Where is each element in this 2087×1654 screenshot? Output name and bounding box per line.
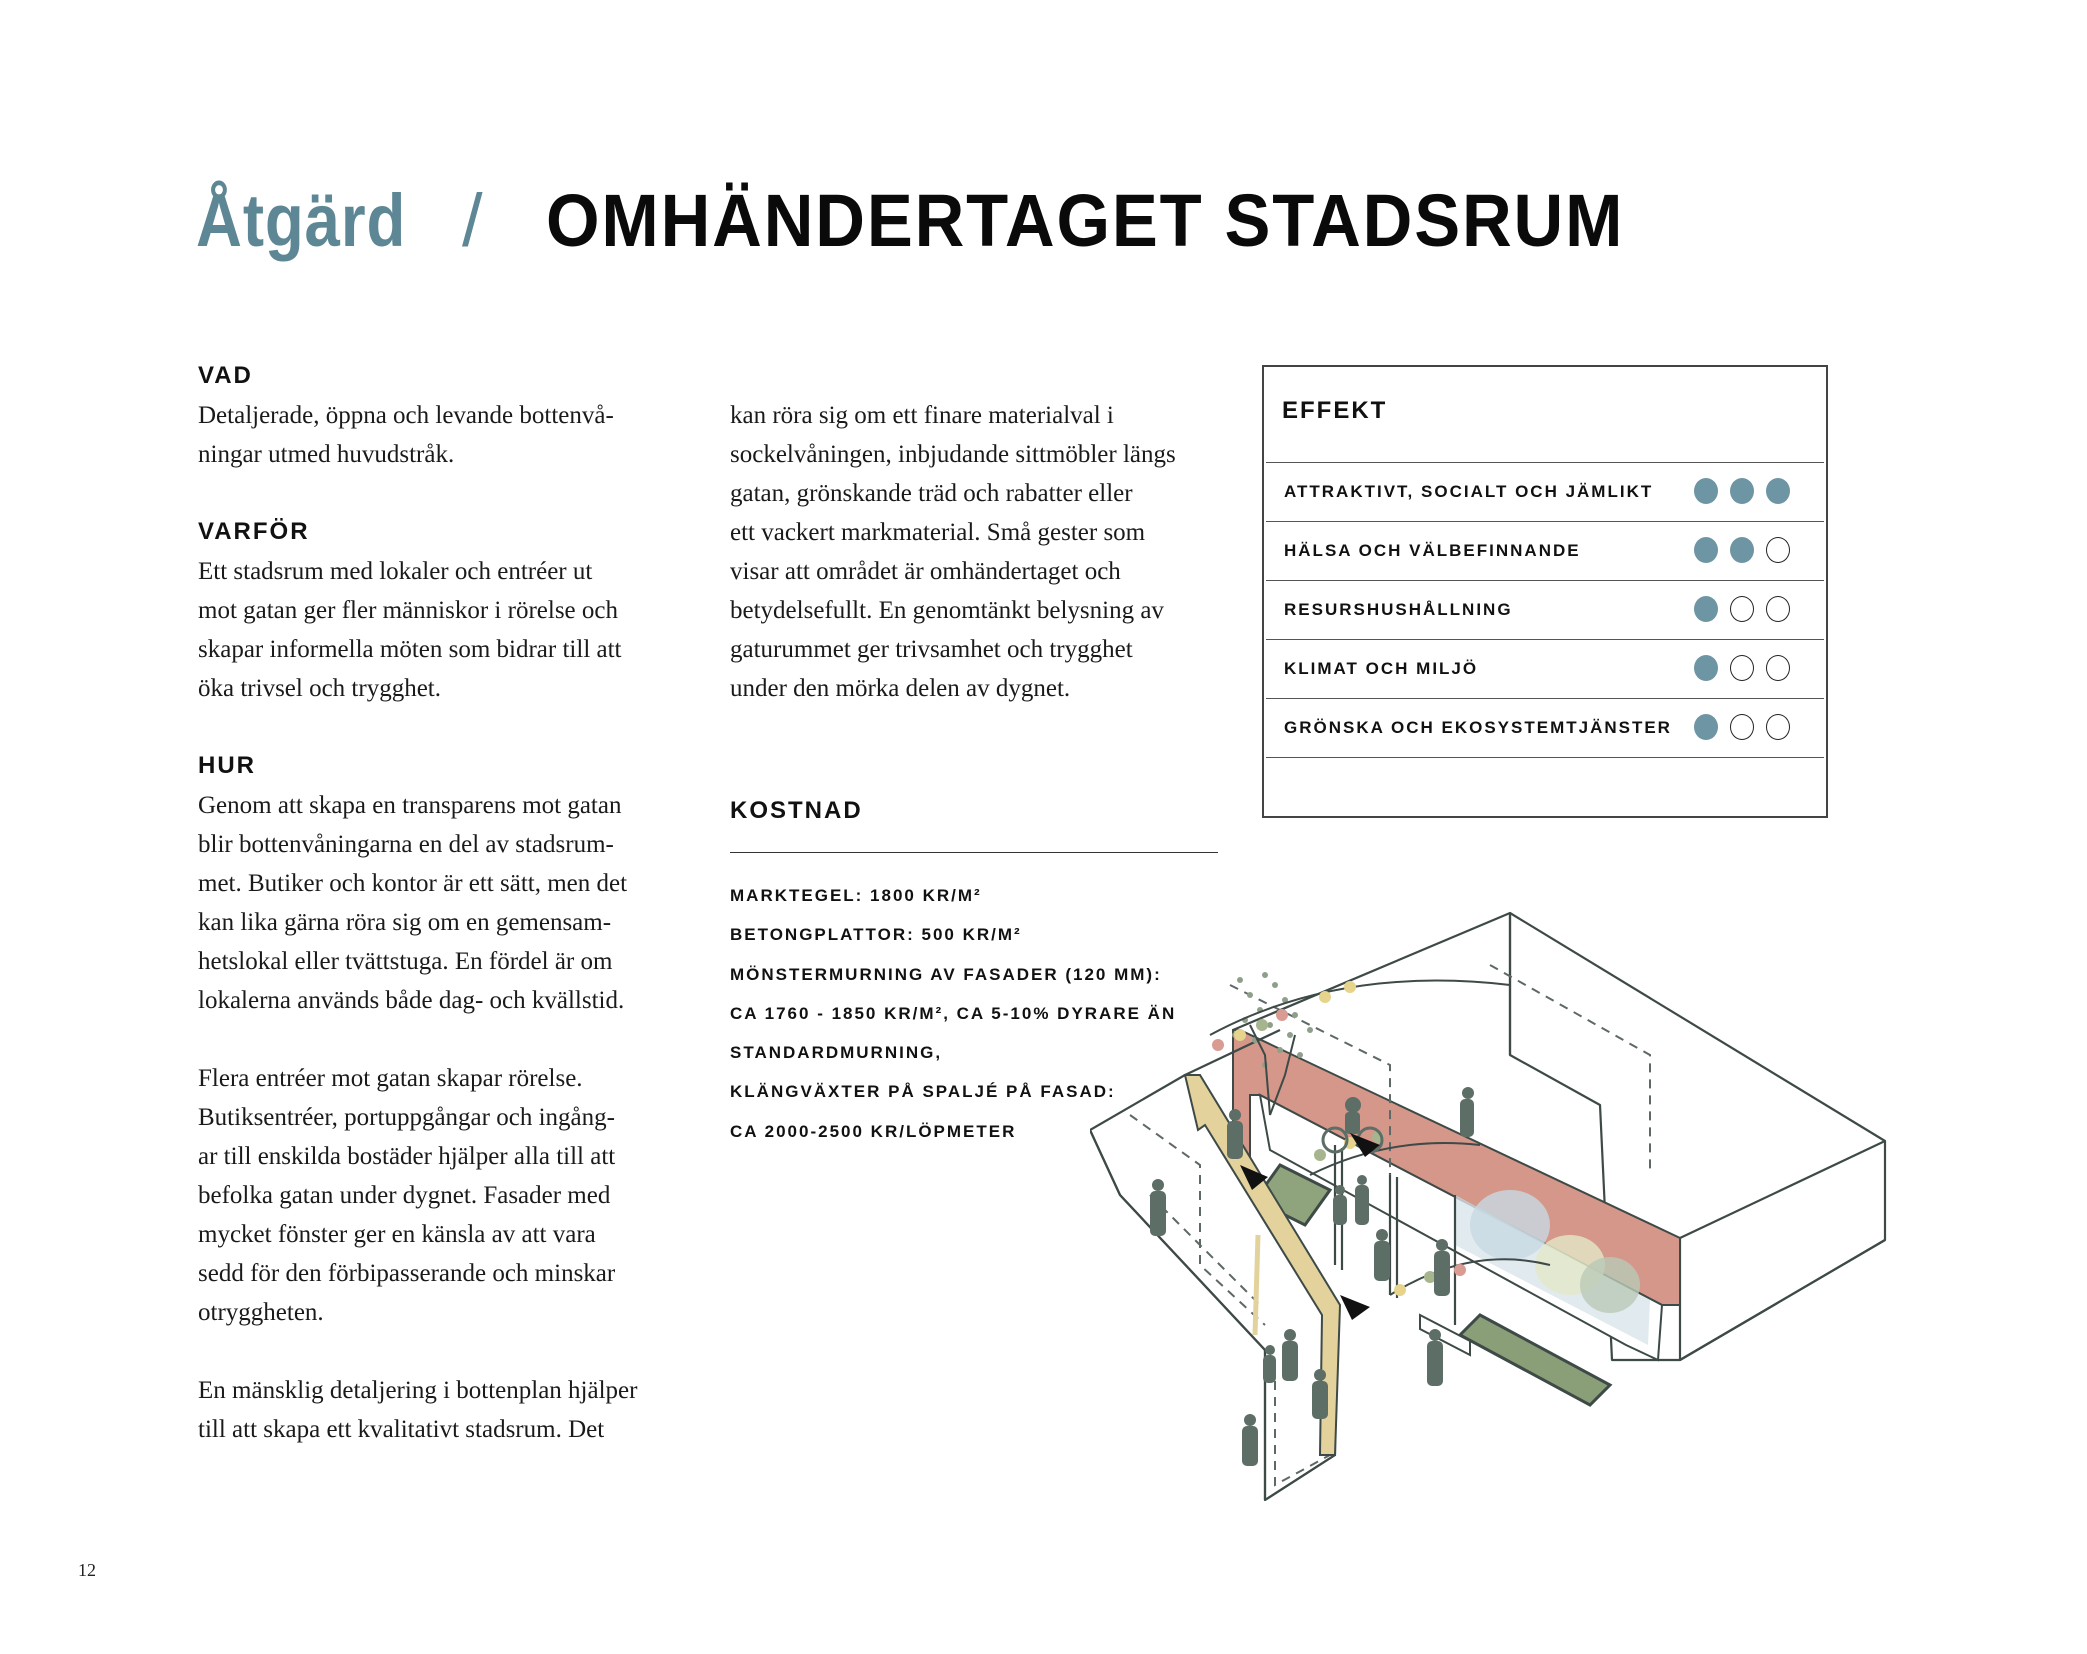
text-line: sedd för den förbipasserande och minskar xyxy=(198,1260,616,1287)
effekt-label: ATTRAKTIVT, SOCIALT OCH JÄMLIKT xyxy=(1284,482,1654,501)
rating-dots xyxy=(1694,478,1790,504)
hur-paragraph-3 xyxy=(198,1371,637,1449)
rating-dot-filled-icon xyxy=(1694,537,1718,563)
text-line: gatan, grönskande träd och rabatter eller xyxy=(730,480,1133,507)
effekt-label: KLIMAT OCH MILJÖ xyxy=(1284,659,1479,678)
rating-dot-empty-icon xyxy=(1730,714,1754,740)
text-line: ett vackert markmaterial. Små gester som xyxy=(730,519,1146,546)
effekt-label: HÄLSA OCH VÄLBEFINNANDE xyxy=(1284,541,1581,560)
effekt-row xyxy=(1264,639,1826,698)
rating-dot-empty-icon xyxy=(1766,537,1790,563)
text-line: blir bottenvåningarna en del av stadsrum- xyxy=(198,831,614,858)
page-title xyxy=(196,178,1625,263)
cost-item: CA 2000-2500 KR/LÖPMETER xyxy=(730,1121,1017,1141)
title-separator: / xyxy=(462,179,483,262)
rating-dot-filled-icon xyxy=(1694,655,1718,681)
rating-dot-filled-icon xyxy=(1730,478,1754,504)
text-line: Ett stadsrum med lokaler och entréer ut xyxy=(198,558,593,585)
rating-dot-filled-icon xyxy=(1694,596,1718,622)
rating-dot-empty-icon xyxy=(1730,596,1754,622)
street-illustration xyxy=(1090,905,1980,1625)
rating-dot-empty-icon xyxy=(1766,655,1790,681)
hur-paragraph-2 xyxy=(198,1059,615,1332)
text-line: gaturummet ger trivsamhet och trygghet xyxy=(730,636,1133,663)
effekt-row xyxy=(1264,521,1826,580)
text-line: öka trivsel och trygghet. xyxy=(198,675,441,702)
text-line: met. Butiker och kontor är ett sätt, men det xyxy=(198,870,628,897)
rating-dots xyxy=(1694,596,1790,622)
text-line: hetslokal eller tvättstuga. En fördel är om xyxy=(198,948,613,975)
page-number: 12 xyxy=(78,1560,96,1580)
rating-dot-filled-icon xyxy=(1730,537,1754,563)
cost-item: BETONGPLATTOR: 500 KR/M² xyxy=(730,925,1022,945)
heading-vad: VAD xyxy=(198,362,253,389)
text-line: Genom att skapa en transparens mot gatan xyxy=(198,792,622,819)
effekt-panel xyxy=(1262,365,1828,818)
text-line: skapar informella möten som bidrar till att xyxy=(198,636,622,663)
vad-text xyxy=(198,396,614,474)
title-main: OMHÄNDERTAGET STADSRUM xyxy=(546,179,1625,262)
rating-dot-filled-icon xyxy=(1694,714,1718,740)
hur-continued-text xyxy=(730,396,1176,708)
text-line: under den mörka delen av dygnet. xyxy=(730,675,1071,702)
cost-item: KLÄNGVÄXTER PÅ SPALJÉ PÅ FASAD: xyxy=(730,1082,1116,1102)
cost-item: MARKTEGEL: 1800 KR/M² xyxy=(730,886,982,905)
cost-item: CA 1760 - 1850 KR/M², CA 5-10% DYRARE ÄN xyxy=(730,1003,1177,1023)
heading-varfor: VARFÖR xyxy=(198,518,310,545)
text-line: ningar utmed huvudstråk. xyxy=(198,441,455,468)
heading-hur: HUR xyxy=(198,752,256,779)
cost-item: STANDARDMURNING, xyxy=(730,1043,943,1063)
effekt-label: GRÖNSKA OCH EKOSYSTEMTJÄNSTER xyxy=(1284,718,1672,737)
text-line: ar till enskilda bostäder hjälper alla till att xyxy=(198,1143,616,1170)
effekt-row xyxy=(1264,698,1826,757)
rating-dot-filled-icon xyxy=(1766,478,1790,504)
text-line: lokalerna används både dag- och kvällstid. xyxy=(198,987,625,1014)
effekt-row xyxy=(1264,462,1826,521)
title-kicker: Åtgärd xyxy=(196,179,407,262)
text-line: till att skapa ett kvalitativt stadsrum. Det xyxy=(198,1416,605,1443)
rating-dot-empty-icon xyxy=(1766,714,1790,740)
effekt-row xyxy=(1264,580,1826,639)
rating-dots xyxy=(1694,655,1790,681)
effekt-heading: EFFEKT xyxy=(1282,397,1388,424)
rating-dot-filled-icon xyxy=(1694,478,1718,504)
text-line: Butiksentréer, portuppgångar och ingång- xyxy=(198,1104,615,1131)
text-line: betydelsefullt. En genomtänkt belysning av xyxy=(730,597,1164,624)
text-line: Flera entréer mot gatan skapar rörelse. xyxy=(198,1065,583,1092)
text-line: En mänsklig detaljering i bottenplan hjälper xyxy=(198,1377,638,1404)
divider xyxy=(1266,757,1824,758)
effekt-label: RESURSHUSHÅLLNING xyxy=(1284,600,1513,619)
text-line: otryggheten. xyxy=(198,1299,324,1326)
rating-dots xyxy=(1694,537,1790,563)
cost-item: MÖNSTERMURNING AV FASADER (120 MM): xyxy=(730,964,1162,984)
rating-dots xyxy=(1694,714,1790,740)
text-line: Detaljerade, öppna och levande bottenvå- xyxy=(198,402,614,429)
heading-kostnad: KOSTNAD xyxy=(730,797,863,824)
hur-paragraph-1 xyxy=(198,786,627,1020)
text-line: visar att området är omhändertaget och xyxy=(730,558,1121,585)
text-line: mycket fönster ger en känsla av att vara xyxy=(198,1221,596,1248)
rating-dot-empty-icon xyxy=(1766,596,1790,622)
text-line: mot gatan ger fler människor i rörelse och xyxy=(198,597,618,624)
text-line: befolka gatan under dygnet. Fasader med xyxy=(198,1182,611,1209)
text-line: kan lika gärna röra sig om en gemensam- xyxy=(198,909,612,936)
rating-dot-empty-icon xyxy=(1730,655,1754,681)
varfor-text xyxy=(198,552,622,708)
kostnad-divider xyxy=(730,852,1218,853)
text-line: kan röra sig om ett finare materialval i xyxy=(730,402,1114,429)
text-line: sockelvåningen, inbjudande sittmöbler längs xyxy=(730,441,1176,468)
